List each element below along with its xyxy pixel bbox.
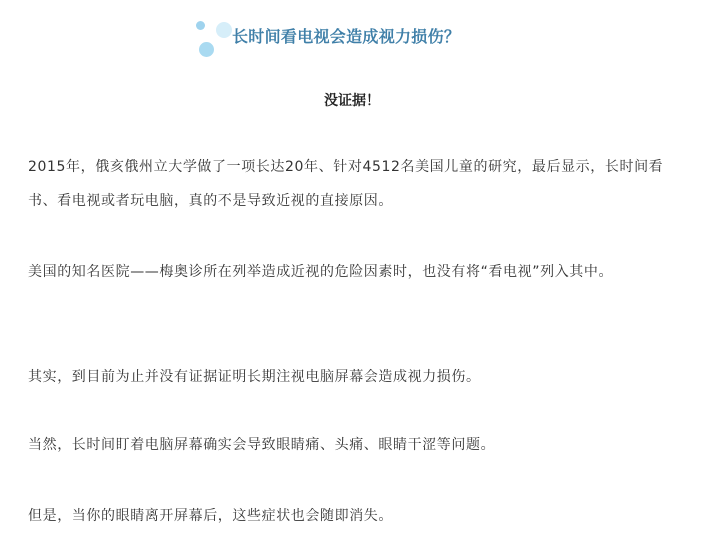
paragraph-symptoms-disappear: 但是，当你的眼睛离开屏幕后，这些症状也会随即消失。 — [28, 508, 393, 524]
paragraph-study: 2015年，俄亥俄州立大学做了一项长达20年、针对4512名美国儿童的研究，最后显示，长时间看书、看电视或者玩电脑，真的不是导致近视的直接原因。 — [28, 159, 664, 209]
paragraph-symptoms: 当然，长时间盯着电脑屏幕确实会导致眼睛痛、头痛、眼睛干涩等问题。 — [28, 437, 496, 453]
medium-bubble-dot — [199, 42, 214, 57]
article-header — [0, 14, 704, 58]
paragraph-no-evidence: 其实，到目前为止并没有证据证明长期注视电脑屏幕会造成视力损伤。 — [28, 369, 481, 385]
paragraph-mayo-clinic: 美国的知名医院——梅奥诊所在列举造成近视的危险因素时，也没有将“看电视”列入其中。 — [28, 264, 614, 280]
section-subtitle: 没证据！ — [324, 93, 380, 109]
small-bubble-dot — [196, 21, 205, 30]
light-bubble-dot — [216, 22, 232, 38]
article-title: 长时间看电视会造成视力损伤？ — [232, 27, 461, 46]
